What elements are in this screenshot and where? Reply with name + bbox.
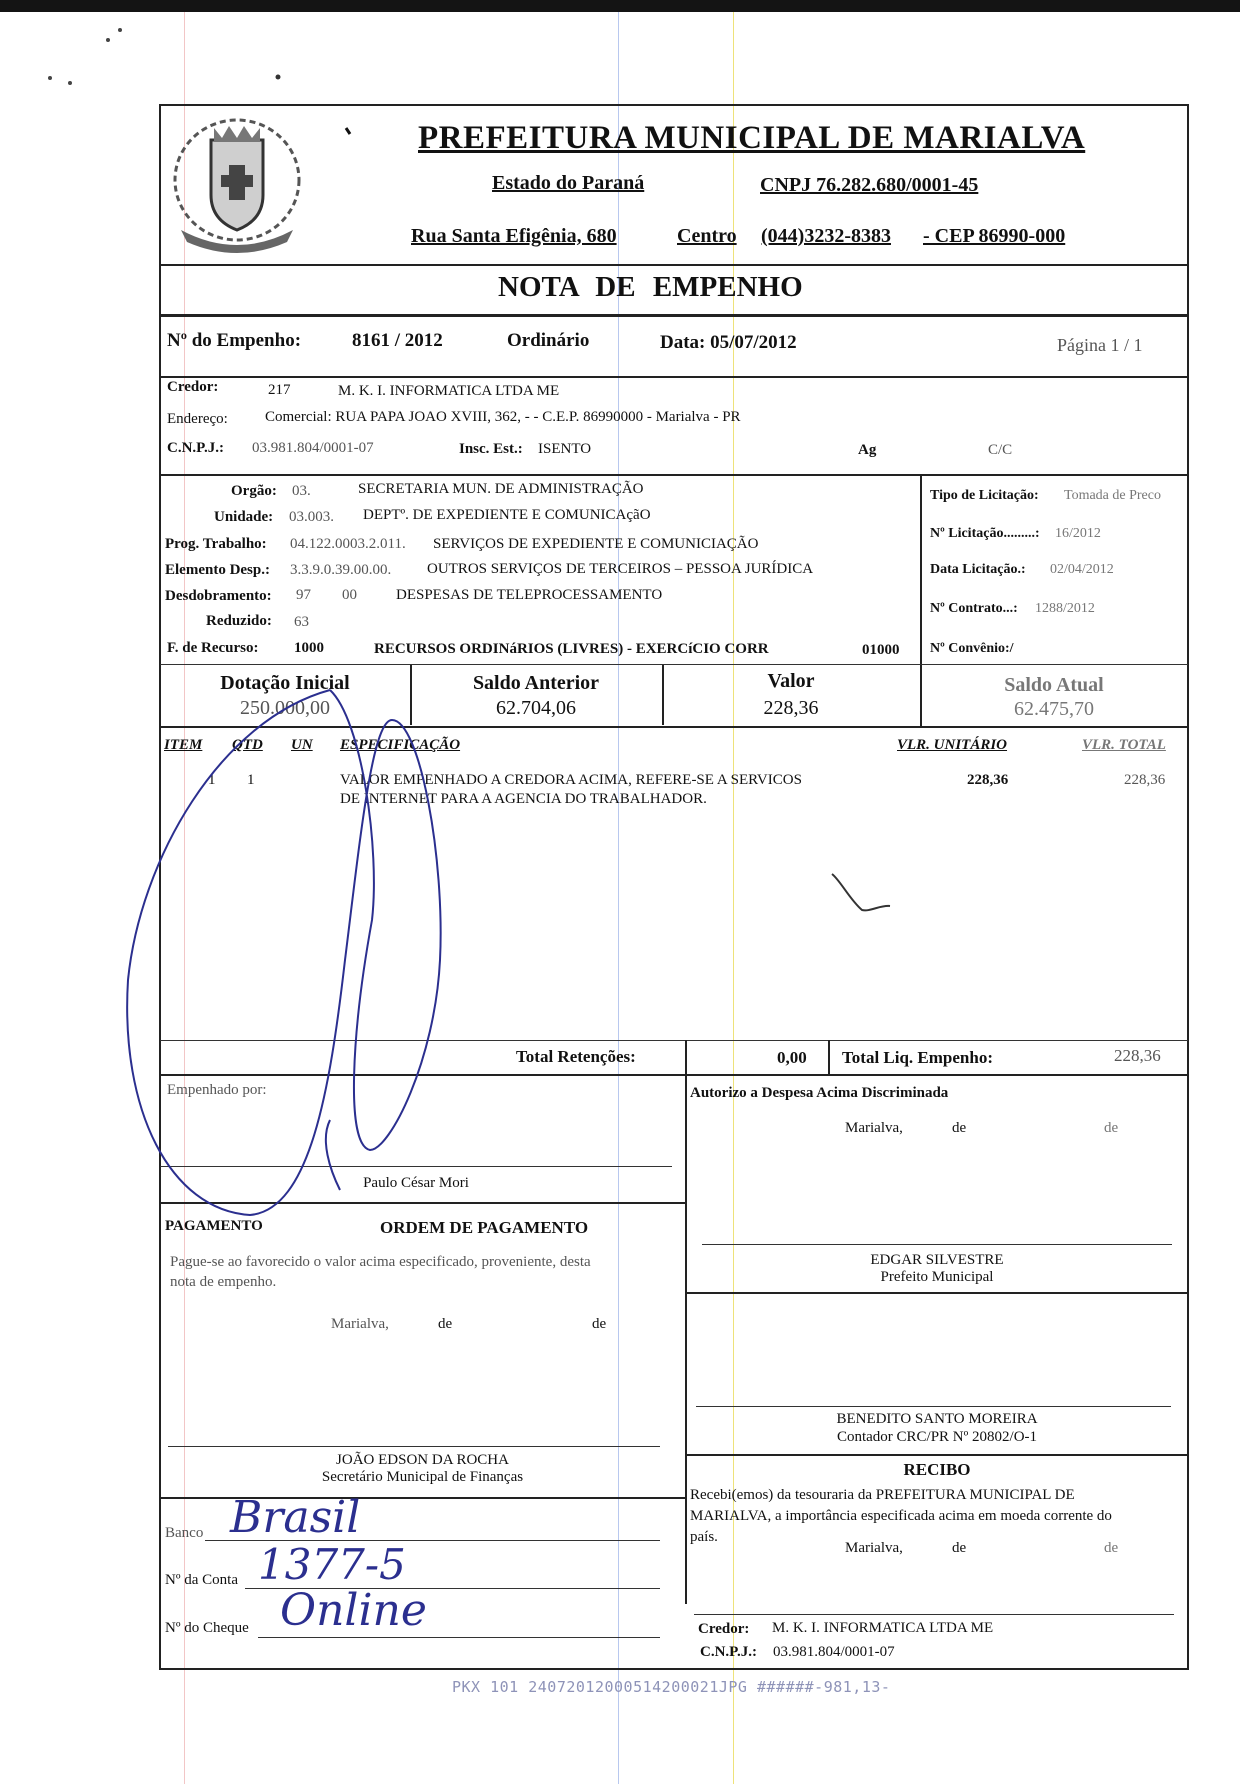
agency-label: Ag: [858, 442, 877, 458]
municipality-title: PREFEITURA MUNICIPAL DE MARIALVA: [418, 120, 1086, 156]
secretario-role: Secretário Municipal de Finanças: [321, 1469, 524, 1485]
banco-handwritten: Brasil: [230, 1492, 361, 1543]
autorizo-label: Autorizo a Despesa Acima Discriminada: [690, 1085, 949, 1101]
postal-code: - CEP 86990-000: [923, 225, 1066, 247]
col-vlr-unitario: VLR. UNITÁRIO: [897, 737, 1008, 753]
recurso-number: 01000: [862, 642, 900, 658]
credor-cnpj: 03.981.804/0001-07: [252, 440, 374, 456]
recibo-credor-name: M. K. I. INFORMATICA LTDA ME: [772, 1620, 994, 1636]
banco-label: Banco: [165, 1525, 204, 1541]
credor-code: 217: [268, 382, 291, 398]
pagamento-de: de: [438, 1316, 453, 1332]
recurso-name: RECURSOS ORDINáRIOS (LIVRES) - EXERCíCIO CORR: [374, 641, 769, 657]
ordem-pagamento-label: ORDEM DE PAGAMENTO: [380, 1218, 589, 1237]
insc-est-value: ISENTO: [538, 441, 592, 457]
dotacao-value: 250.000,00: [240, 697, 330, 719]
phone-number: (044)3232-8383: [761, 225, 891, 247]
address-label: Endereço:: [167, 411, 228, 427]
empenho-date: Data: 05/07/2012: [660, 332, 797, 353]
pagamento-city: Marialva,: [331, 1316, 389, 1332]
licitacao-number-label: Nº Licitação.........:: [930, 526, 1040, 541]
total-retencoes-label: Total Retenções:: [516, 1047, 636, 1066]
valor-label: Valor: [767, 670, 815, 692]
desdobramento-name: DESPESAS DE TELEPROCESSAMENTO: [396, 587, 663, 603]
dotacao-label: Dotação Inicial: [220, 672, 350, 694]
item-number: 1: [208, 772, 216, 788]
valor-value: 228,36: [763, 697, 819, 719]
insc-est-label: Insc. Est.:: [459, 441, 523, 457]
item-total-value: 228,36: [1124, 772, 1166, 788]
prefeito-role: Prefeito Municipal: [880, 1269, 994, 1285]
unidade-code: 03.003.: [289, 509, 334, 525]
col-vlr-total: VLR. TOTAL: [1082, 737, 1166, 753]
col-un: UN: [291, 737, 313, 753]
desdobramento-subcode: 00: [342, 587, 357, 603]
recibo-cnpj: 03.981.804/0001-07: [773, 1644, 895, 1660]
contrato-label: Nº Contrato...:: [930, 601, 1018, 616]
saldo-anterior-value: 62.704,06: [496, 697, 576, 719]
saldo-atual-value: 62.475,70: [1014, 698, 1094, 720]
empenho-type: Ordinário: [507, 330, 590, 351]
address-street: Rua Santa Efigênia, 680: [411, 225, 617, 247]
recibo-text-line3: país.: [690, 1529, 718, 1545]
autorizo-de: de: [1104, 1120, 1119, 1136]
prefeito-name: EDGAR SILVESTRE: [870, 1252, 1004, 1268]
reduzido-label: Reduzido:: [206, 613, 272, 629]
recibo-text-line2: MARIALVA, a importância especificada acima em moeda corrente do: [690, 1508, 1112, 1524]
cheque-label: Nº do Cheque: [165, 1620, 249, 1636]
reduzido-value: 63: [294, 614, 309, 630]
licitacao-number: 16/2012: [1055, 526, 1101, 541]
conta-handwritten: 1377-5: [258, 1540, 406, 1589]
document-title: NOTA DE EMPENHO: [498, 271, 803, 303]
licitacao-date: 02/04/2012: [1050, 562, 1114, 577]
account-label: C/C: [988, 442, 1013, 458]
col-qtd: QTD: [232, 737, 263, 753]
prog-trabalho-name: SERVIÇOS DE EXPEDIENTE E COMUNICIAÇÃO: [433, 536, 759, 552]
recibo-credor-label: Credor:: [698, 1621, 750, 1637]
recibo-cnpj-label: C.N.P.J.:: [700, 1644, 757, 1660]
secretario-name: JOÃO EDSON DA ROCHA: [336, 1452, 509, 1468]
recurso-code: 1000: [294, 640, 324, 656]
elemento-name: OUTROS SERVIÇOS DE TERCEIROS – PESSOA JURÍDICA: [427, 561, 814, 577]
contador-role: Contador CRC/PR Nº 20802/O-1: [836, 1429, 1038, 1445]
orgao-name: SECRETARIA MUN. DE ADMINISTRAÇÃO: [358, 481, 644, 497]
contrato-number: 1288/2012: [1035, 601, 1095, 616]
empenhado-label: Empenhado por:: [167, 1082, 267, 1098]
saldo-anterior-label: Saldo Anterior: [472, 672, 600, 694]
desdobramento-code: 97: [296, 587, 311, 603]
prog-trabalho-code: 04.122.0003.2.011.: [290, 536, 406, 552]
unidade-label: Unidade:: [214, 509, 274, 525]
saldo-atual-label: Saldo Atual: [1004, 674, 1104, 696]
address-district: Centro: [677, 225, 737, 247]
autorizo-de: de: [952, 1120, 967, 1136]
autorizo-city: Marialva,: [845, 1120, 903, 1136]
item-unit-value: 228,36: [967, 772, 1009, 788]
credor-address: Comercial: RUA PAPA JOAO XVIII, 362, - - C.E.P. 86990000 - Marialva - PR: [265, 409, 741, 425]
conta-label: Nº da Conta: [165, 1572, 238, 1588]
orgao-label: Orgão:: [231, 483, 277, 499]
recibo-title: RECIBO: [903, 1460, 971, 1479]
orgao-code: 03.: [292, 483, 311, 499]
recibo-text-line1: Recebi(emos) da tesouraria da PREFEITURA MUNICIPAL DE: [690, 1487, 1075, 1503]
total-liquido-value: 228,36: [1114, 1046, 1161, 1065]
recibo-de: de: [952, 1540, 967, 1556]
pagamento-label: PAGAMENTO: [165, 1218, 263, 1234]
credor-label: Credor:: [167, 379, 219, 395]
col-especificacao: ESPECIFICAÇÃO: [340, 737, 461, 753]
item-spec-line1: VALOR EMPENHADO A CREDORA ACIMA, REFERE-SE A SERVICOS: [340, 772, 802, 788]
footer-stamp: PKX 101 24072012000514200021JPG ######-981,13-: [452, 1678, 891, 1696]
recibo-de: de: [1104, 1540, 1119, 1556]
pagamento-text-line2: nota de empenho.: [170, 1274, 277, 1290]
elemento-label: Elemento Desp.:: [165, 562, 270, 578]
col-item: ITEM: [164, 737, 203, 753]
convenio-label: Nº Convênio:/: [930, 641, 1014, 656]
unidade-name: DEPTº. DE EXPEDIENTE E COMUNICAçãO: [363, 507, 651, 523]
empenho-number-label: Nº do Empenho:: [167, 330, 302, 351]
credor-cnpj-label: C.N.P.J.:: [167, 440, 224, 456]
empenho-number: 8161 / 2012: [352, 330, 443, 351]
empenhado-signer: Paulo César Mori: [363, 1175, 469, 1191]
credor-name: M. K. I. INFORMATICA LTDA ME: [338, 383, 560, 399]
page-number: Página 1 / 1: [1057, 335, 1143, 355]
total-liquido-label: Total Liq. Empenho:: [842, 1048, 993, 1067]
pagamento-text-line1: Pague-se ao favorecido o valor acima especificado, proveniente, desta: [170, 1254, 591, 1270]
recibo-city: Marialva,: [845, 1540, 903, 1556]
elemento-code: 3.3.9.0.39.00.00.: [290, 562, 392, 578]
contador-name: BENEDITO SANTO MOREIRA: [836, 1411, 1038, 1427]
desdobramento-label: Desdobramento:: [165, 588, 272, 604]
item-spec-line2: DE INTERNET PARA A AGENCIA DO TRABALHADOR.: [340, 791, 707, 807]
total-retencoes-value: 0,00: [777, 1048, 807, 1067]
municipality-cnpj: CNPJ 76.282.680/0001-45: [760, 174, 979, 196]
item-qty: 1: [247, 772, 255, 788]
tipo-licitacao-value: Tomada de Preco: [1064, 488, 1161, 503]
licitacao-date-label: Data Licitação.:: [930, 562, 1026, 577]
state-name: Estado do Paraná: [492, 172, 645, 194]
tipo-licitacao-label: Tipo de Licitação:: [930, 488, 1039, 503]
pagamento-de: de: [592, 1316, 607, 1332]
recurso-label: F. de Recurso:: [167, 640, 259, 656]
prog-trabalho-label: Prog. Trabalho:: [165, 536, 267, 552]
cheque-handwritten: Online: [280, 1585, 427, 1636]
